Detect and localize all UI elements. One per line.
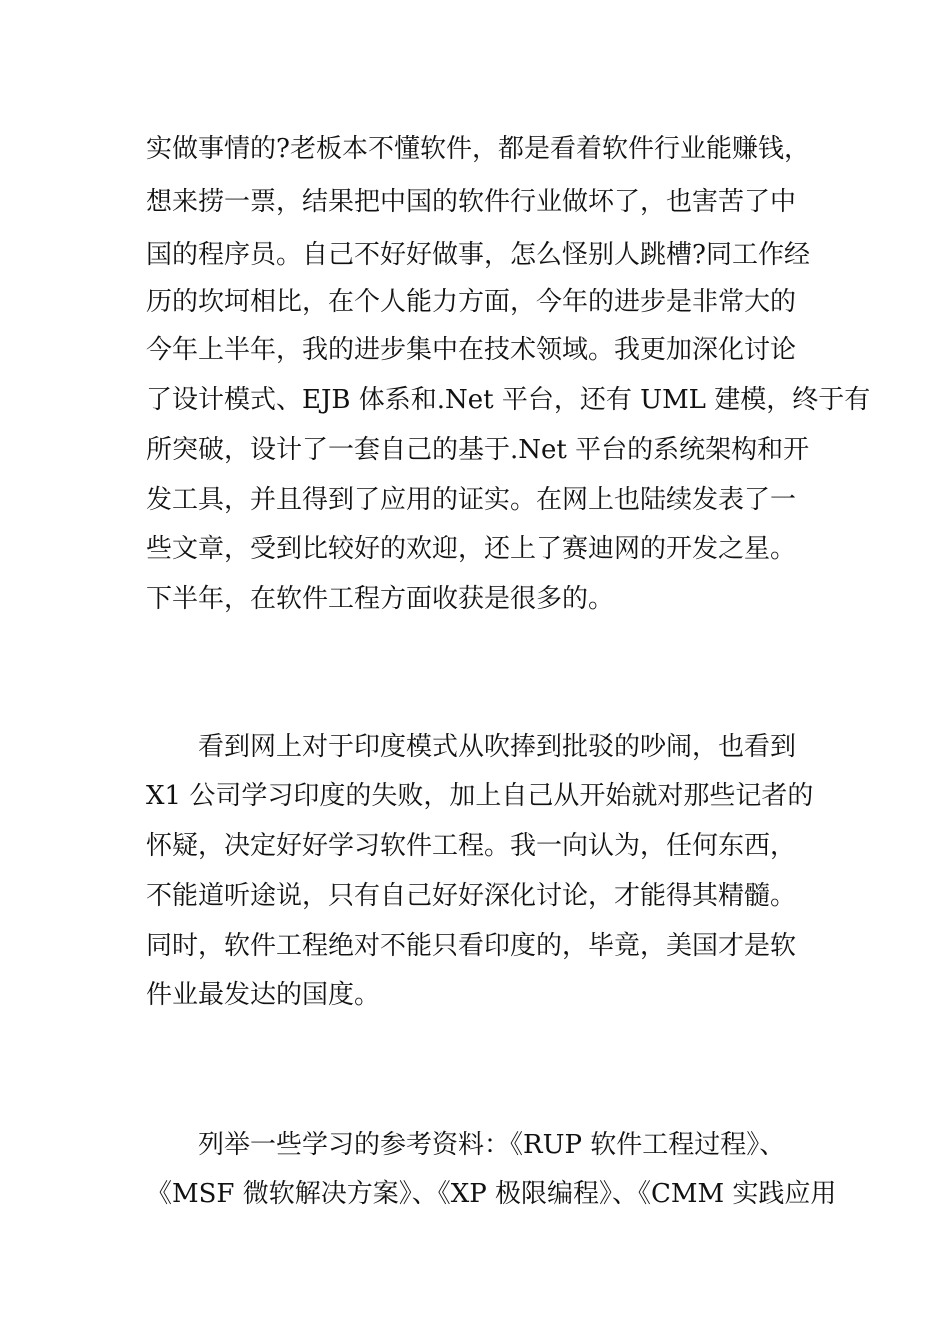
paragraph-1-line-10: 下半年，在软件工程方面收获是很多的。 <box>146 584 615 614</box>
paragraph-1-line-6: 了设计模式、EJB 体系和.Net 平台，还有 UML 建模，终于有 <box>146 385 871 415</box>
paragraph-1-line-1: 实做事情的?老板本不懂软件，都是看着软件行业能赚钱， <box>146 134 810 164</box>
paragraph-1-line-5: 今年上半年，我的进步集中在技术领域。我更加深化讨论 <box>146 335 797 365</box>
paragraph-2-line-4: 不能道听途说，只有自己好好深化讨论，才能得其精髓。 <box>146 881 797 911</box>
paragraph-1-line-2: 想来捞一票，结果把中国的软件行业做坏了，也害苦了中 <box>146 187 797 217</box>
paragraph-2-line-5: 同时，软件工程绝对不能只看印度的，毕竟，美国才是软 <box>146 931 797 961</box>
paragraph-1-line-7: 所突破，设计了一套自己的基于.Net 平台的系统架构和开 <box>146 435 810 465</box>
paragraph-1-line-9: 些文章，受到比较好的欢迎，还上了赛迪网的开发之星。 <box>146 534 797 564</box>
paragraph-3-line-2: 《MSF 微软解决方案》、《XP 极限编程》、《CMM 实践应用 <box>146 1179 837 1209</box>
paragraph-1-line-3: 国的程序员。自己不好好做事，怎么怪别人跳槽?同工作经 <box>146 240 810 270</box>
paragraph-2-line-2: X1 公司学习印度的失败，加上自己从开始就对那些记者的 <box>146 781 814 811</box>
paragraph-2-line-3: 怀疑，决定好好学习软件工程。我一向认为，任何东西， <box>146 831 797 861</box>
paragraph-2-line-6: 件业最发达的国度。 <box>146 980 381 1010</box>
paragraph-3-line-1: 列举一些学习的参考资料：《RUP 软件工程过程》、 <box>198 1130 786 1160</box>
paragraph-2-line-1: 看到网上对于印度模式从吹捧到批驳的吵闹，也看到 <box>198 732 797 762</box>
paragraph-1-line-8: 发工具，并且得到了应用的证实。在网上也陆续发表了一 <box>146 485 797 515</box>
paragraph-1-line-4: 历的坎坷相比，在个人能力方面，今年的进步是非常大的 <box>146 287 797 317</box>
